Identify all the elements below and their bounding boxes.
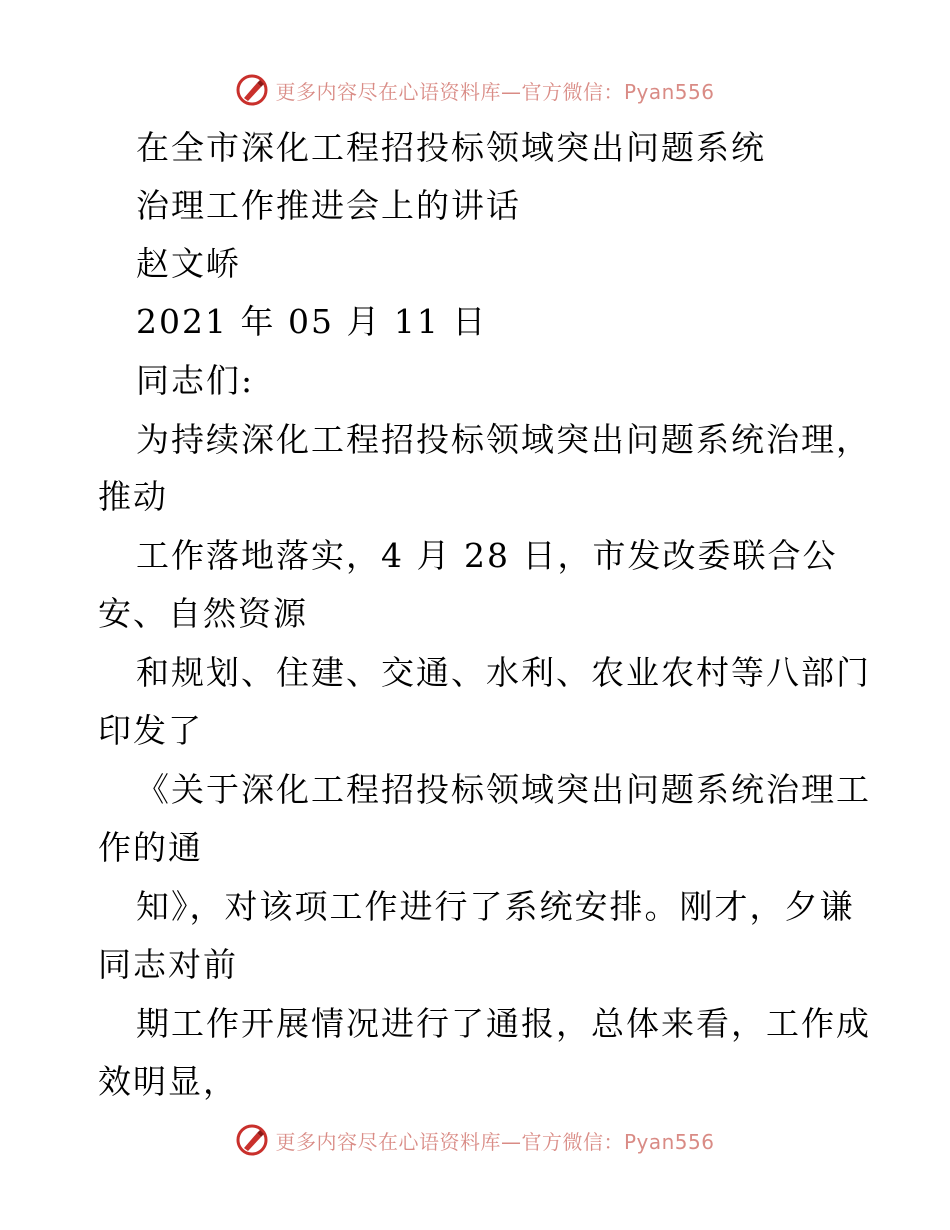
title-line-2: 治理工作推进会上的讲话 xyxy=(136,186,521,225)
body-line: 工作落地落实，4 月 28 日，市发改委联合公 xyxy=(136,536,838,575)
body-line: 效明显， xyxy=(98,1062,238,1101)
pen-nib-logo-icon xyxy=(235,73,269,107)
body-line: 同志对前 xyxy=(98,945,238,984)
watermark-text: 更多内容尽在心语资料库—官方微信：Pyan556 xyxy=(275,79,715,104)
date: 2021 年 05 月 11 日 xyxy=(136,302,488,341)
footer-watermark xyxy=(0,1120,950,1160)
watermark-group xyxy=(235,73,714,107)
watermark-text: 更多内容尽在心语资料库—官方微信：Pyan556 xyxy=(275,1129,715,1154)
body-line: 推动 xyxy=(98,477,168,516)
body-line: 和规划、住建、交通、水利、农业农村等八部门 xyxy=(136,653,871,692)
author: 赵文峤 xyxy=(136,244,241,283)
salutation: 同志们: xyxy=(136,361,255,400)
body-line: 安、自然资源 xyxy=(98,594,308,633)
body-line: 期工作开展情况进行了通报，总体来看，工作成 xyxy=(136,1004,871,1043)
body-line: 为持续深化工程招投标领域突出问题系统治理， xyxy=(136,420,871,459)
body-line: 知》，对该项工作进行了系统安排。刚才，夕谦 xyxy=(136,887,855,926)
pen-nib-logo-icon xyxy=(235,1123,269,1157)
header-watermark xyxy=(0,70,950,110)
title-line-1: 在全市深化工程招投标领域突出问题系统 xyxy=(136,128,766,167)
body-line: 《关于深化工程招投标领域突出问题系统治理工 xyxy=(136,770,871,809)
body-line: 作的通 xyxy=(98,828,203,867)
body-line: 印发了 xyxy=(98,711,203,750)
watermark-group xyxy=(235,1123,714,1157)
